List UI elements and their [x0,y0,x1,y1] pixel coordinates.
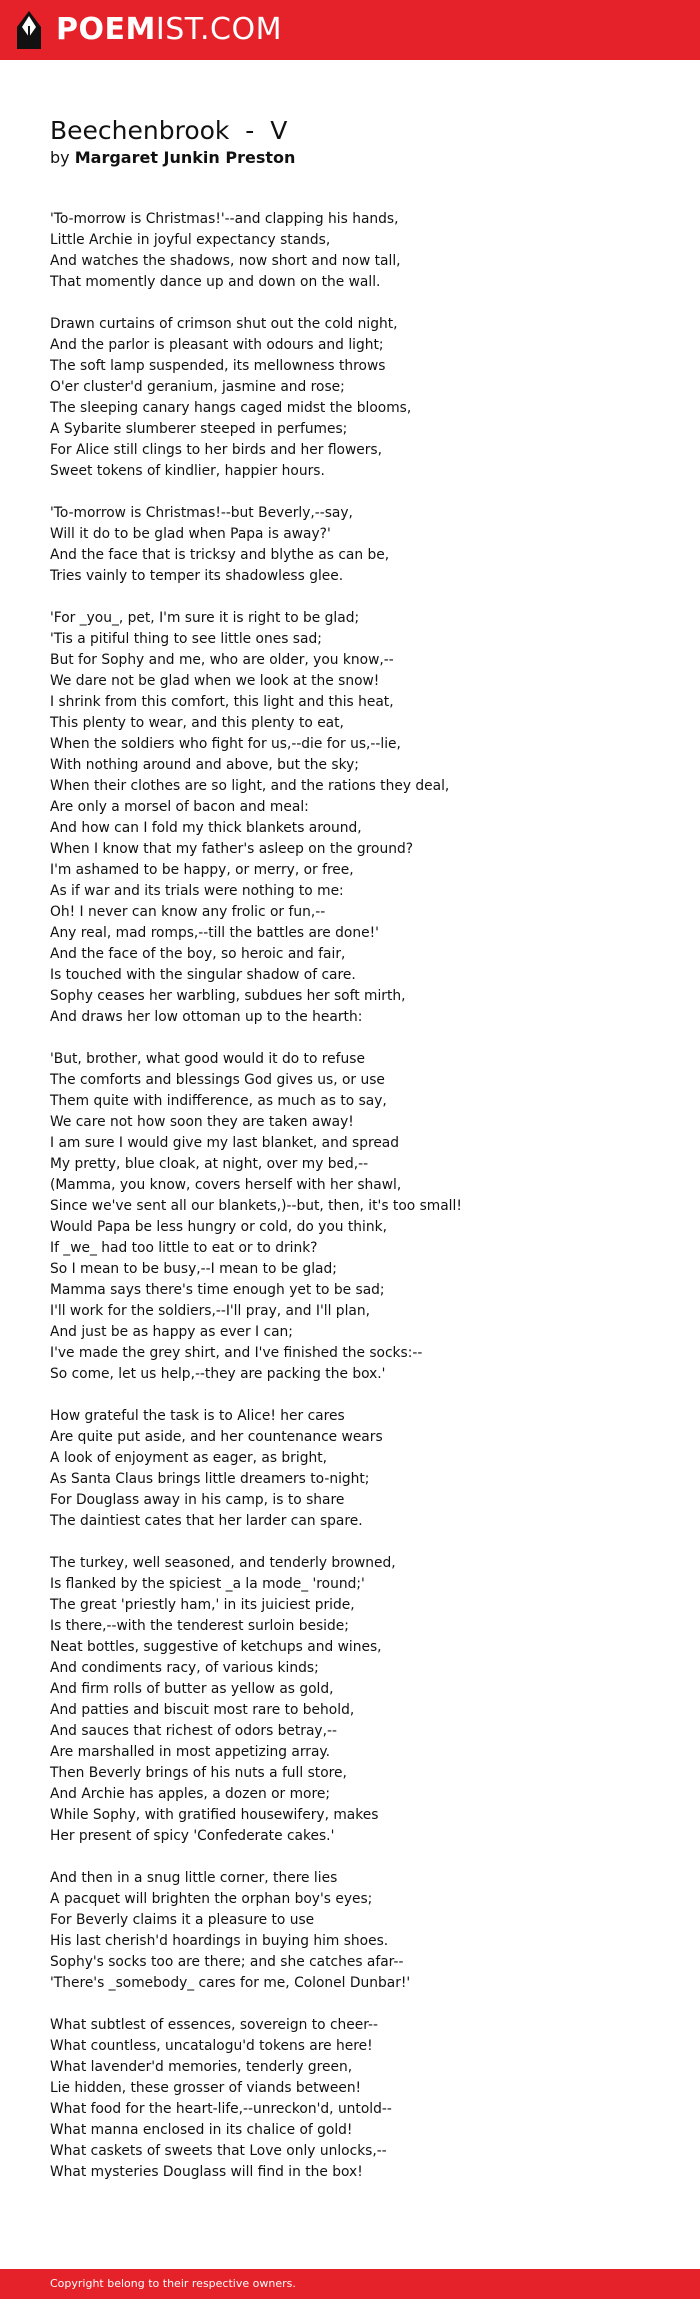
poem-line: Sweet tokens of kindlier, happier hours. [50,463,325,479]
poem-stanza [50,1553,650,1847]
poem-line: I'm ashamed to be happy, or merry, or free, [50,862,354,878]
poem-line: Since we've sent all our blankets,)--but, then, it's too small! [50,1198,462,1214]
poem-line: Is touched with the singular shadow of care. [50,967,356,983]
copyright-text: Copyright belong to their respective owners. [50,2277,296,2290]
poem-line: His last cherish'd hoardings in buying him shoes. [50,1933,389,1949]
poem-line: As Santa Claus brings little dreamers to-night; [50,1471,370,1487]
poem-line: What caskets of sweets that Love only unlocks,-- [50,2143,387,2159]
poem-line: 'To-morrow is Christmas!'--and clapping his hands, [50,211,399,227]
site-name [56,10,282,50]
poem-stanza [50,1868,650,1994]
poem-line: 'Tis a pitiful thing to see little ones sad; [50,631,322,647]
poem-line: The comforts and blessings God gives us, or use [50,1072,385,1088]
poem-byline [50,147,650,169]
poem-line: A pacquet will brighten the orphan boy's eyes; [50,1891,373,1907]
poem-line: 'To-morrow is Christmas!--but Beverly,--say, [50,505,353,521]
poem-line: So come, let us help,--they are packing the box.' [50,1366,386,1382]
poem-line: Her present of spicy 'Confederate cakes.' [50,1828,335,1844]
poem-line: And patties and biscuit most rare to behold, [50,1702,355,1718]
poem-line: And then in a snug little corner, there lies [50,1870,338,1886]
poem-line: I am sure I would give my last blanket, and spread [50,1135,400,1151]
poem-stanza [50,314,650,482]
poem-line: And firm rolls of butter as yellow as gold, [50,1681,334,1697]
poem-line: And watches the shadows, now short and now tall, [50,253,401,269]
poem-stanza [50,2015,650,2183]
poem-line: And just be as happy as ever I can; [50,1324,293,1340]
poem-line: And the face of the boy, so heroic and fair, [50,946,346,962]
poem-line: I'll work for the soldiers,--I'll pray, and I'll plan, [50,1303,370,1319]
poem-line: We dare not be glad when we look at the snow! [50,673,380,689]
poem-line: Them quite with indifference, as much as to say, [50,1093,387,1109]
poem-line: (Mamma, you know, covers herself with her shawl, [50,1177,402,1193]
poem-line: O'er cluster'd geranium, jasmine and rose; [50,379,345,395]
site-footer [0,2269,700,2299]
poem-line: As if war and its trials were nothing to me: [50,883,344,899]
poem-line: What food for the heart-life,--unreckon'd, untold-- [50,2101,392,2117]
poem-line: Oh! I never can know any frolic or fun,-- [50,904,326,920]
poem-line: So I mean to be busy,--I mean to be glad; [50,1261,337,1277]
poem-line: And draws her low ottoman up to the hearth: [50,1009,363,1025]
poem-title: Beechenbrook - V [50,116,288,145]
poem-line: I've made the grey shirt, and I've finished the socks:-- [50,1345,423,1361]
poem-stanza [50,209,650,293]
poem-line: Drawn curtains of crimson shut out the cold night, [50,316,398,332]
pen-nib-icon [16,11,42,49]
poem-line: My pretty, blue cloak, at night, over my bed,-- [50,1156,369,1172]
poem-line: Sophy's socks too are there; and she catches afar-- [50,1954,404,1970]
poem-line: For Beverly claims it a pleasure to use [50,1912,315,1928]
poem-line: Any real, mad romps,--till the battles are done!' [50,925,379,941]
poem-container [50,115,650,2204]
poem-line: Is there,--with the tenderest surloin beside; [50,1618,349,1634]
poem-line: For Alice still clings to her birds and her flowers, [50,442,382,458]
poem-line: The daintiest cates that her larder can spare. [50,1513,363,1529]
author-name[interactable]: Margaret Junkin Preston [74,148,296,167]
site-logo[interactable] [16,10,282,50]
poem-line: When the soldiers who fight for us,--die for us,--lie, [50,736,401,752]
poem-line: How grateful the task is to Alice! her cares [50,1408,345,1424]
poem-line: A Sybarite slumberer steeped in perfumes; [50,421,348,437]
poem-line: A look of enjoyment as eager, as bright, [50,1450,327,1466]
poem-line: That momently dance up and down on the wall. [50,274,381,290]
poem-line: What countless, uncatalogu'd tokens are here! [50,2038,373,2054]
site-name-bold: POEM [56,12,156,47]
poem-line: Are only a morsel of bacon and meal: [50,799,309,815]
poem-stanza [50,503,650,587]
poem-line: When I know that my father's asleep on the ground? [50,841,414,857]
poem-line: With nothing around and above, but the sky; [50,757,359,773]
site-header [0,0,700,60]
poem-line: What subtlest of essences, sovereign to cheer-- [50,2017,379,2033]
poem-line: But for Sophy and me, who are older, you know,-- [50,652,394,668]
poem-stanza [50,1406,650,1532]
poem-line: And the parlor is pleasant with odours and light; [50,337,384,353]
poem-line: What manna enclosed in its chalice of gold! [50,2122,353,2138]
poem-line: Then Beverly brings of his nuts a full store, [50,1765,347,1781]
poem-line: 'But, brother, what good would it do to refuse [50,1051,365,1067]
poem-line: What mysteries Douglass will find in the box! [50,2164,363,2180]
site-name-light: IST.COM [155,12,282,47]
poem-line: 'For _you_, pet, I'm sure it is right to be glad; [50,610,360,626]
poem-line: 'There's _somebody_ cares for me, Colonel Dunbar!' [50,1975,411,1991]
poem-line: If _we_ had too little to eat or to drink? [50,1240,318,1256]
poem-line: For Douglass away in his camp, is to share [50,1492,345,1508]
poem-line: Would Papa be less hungry or cold, do you think, [50,1219,387,1235]
poem-line: Will it do to be glad when Papa is away?' [50,526,331,542]
poem-line: Lie hidden, these grosser of viands between! [50,2080,362,2096]
poem-line: The soft lamp suspended, its mellowness throws [50,358,386,374]
poem-line: And condiments racy, of various kinds; [50,1660,319,1676]
poem-line: While Sophy, with gratified housewifery, makes [50,1807,379,1823]
poem-stanza [50,608,650,1028]
poem-line: Is flanked by the spiciest _a la mode_ 'round;' [50,1576,365,1592]
poem-line: Sophy ceases her warbling, subdues her soft mirth, [50,988,406,1004]
poem-line: What lavender'd memories, tenderly green, [50,2059,353,2075]
poem-stanza [50,1049,650,1385]
poem-line: And how can I fold my thick blankets around, [50,820,362,836]
byline-prefix: by [50,148,75,167]
poem-line: Little Archie in joyful expectancy stands, [50,232,331,248]
poem-line: Mamma says there's time enough yet to be sad; [50,1282,385,1298]
poem-line: And sauces that richest of odors betray,-- [50,1723,337,1739]
poem-line: The great 'priestly ham,' in its juiciest pride, [50,1597,355,1613]
poem-line: The sleeping canary hangs caged midst the blooms, [50,400,412,416]
poem-line: And Archie has apples, a dozen or more; [50,1786,330,1802]
poem-line: When their clothes are so light, and the rations they deal, [50,778,450,794]
poem-line: Are quite put aside, and her countenance wears [50,1429,383,1445]
poem-line: Tries vainly to temper its shadowless glee. [50,568,344,584]
poem-line: This plenty to wear, and this plenty to eat, [50,715,344,731]
poem-line: I shrink from this comfort, this light and this heat, [50,694,394,710]
poem-body [50,209,650,2183]
poem-line: And the face that is tricksy and blythe as can be, [50,547,390,563]
poem-line: Neat bottles, suggestive of ketchups and wines, [50,1639,382,1655]
poem-line: Are marshalled in most appetizing array. [50,1744,331,1760]
poem-line: We care not how soon they are taken away! [50,1114,354,1130]
poem-line: The turkey, well seasoned, and tenderly browned, [50,1555,396,1571]
